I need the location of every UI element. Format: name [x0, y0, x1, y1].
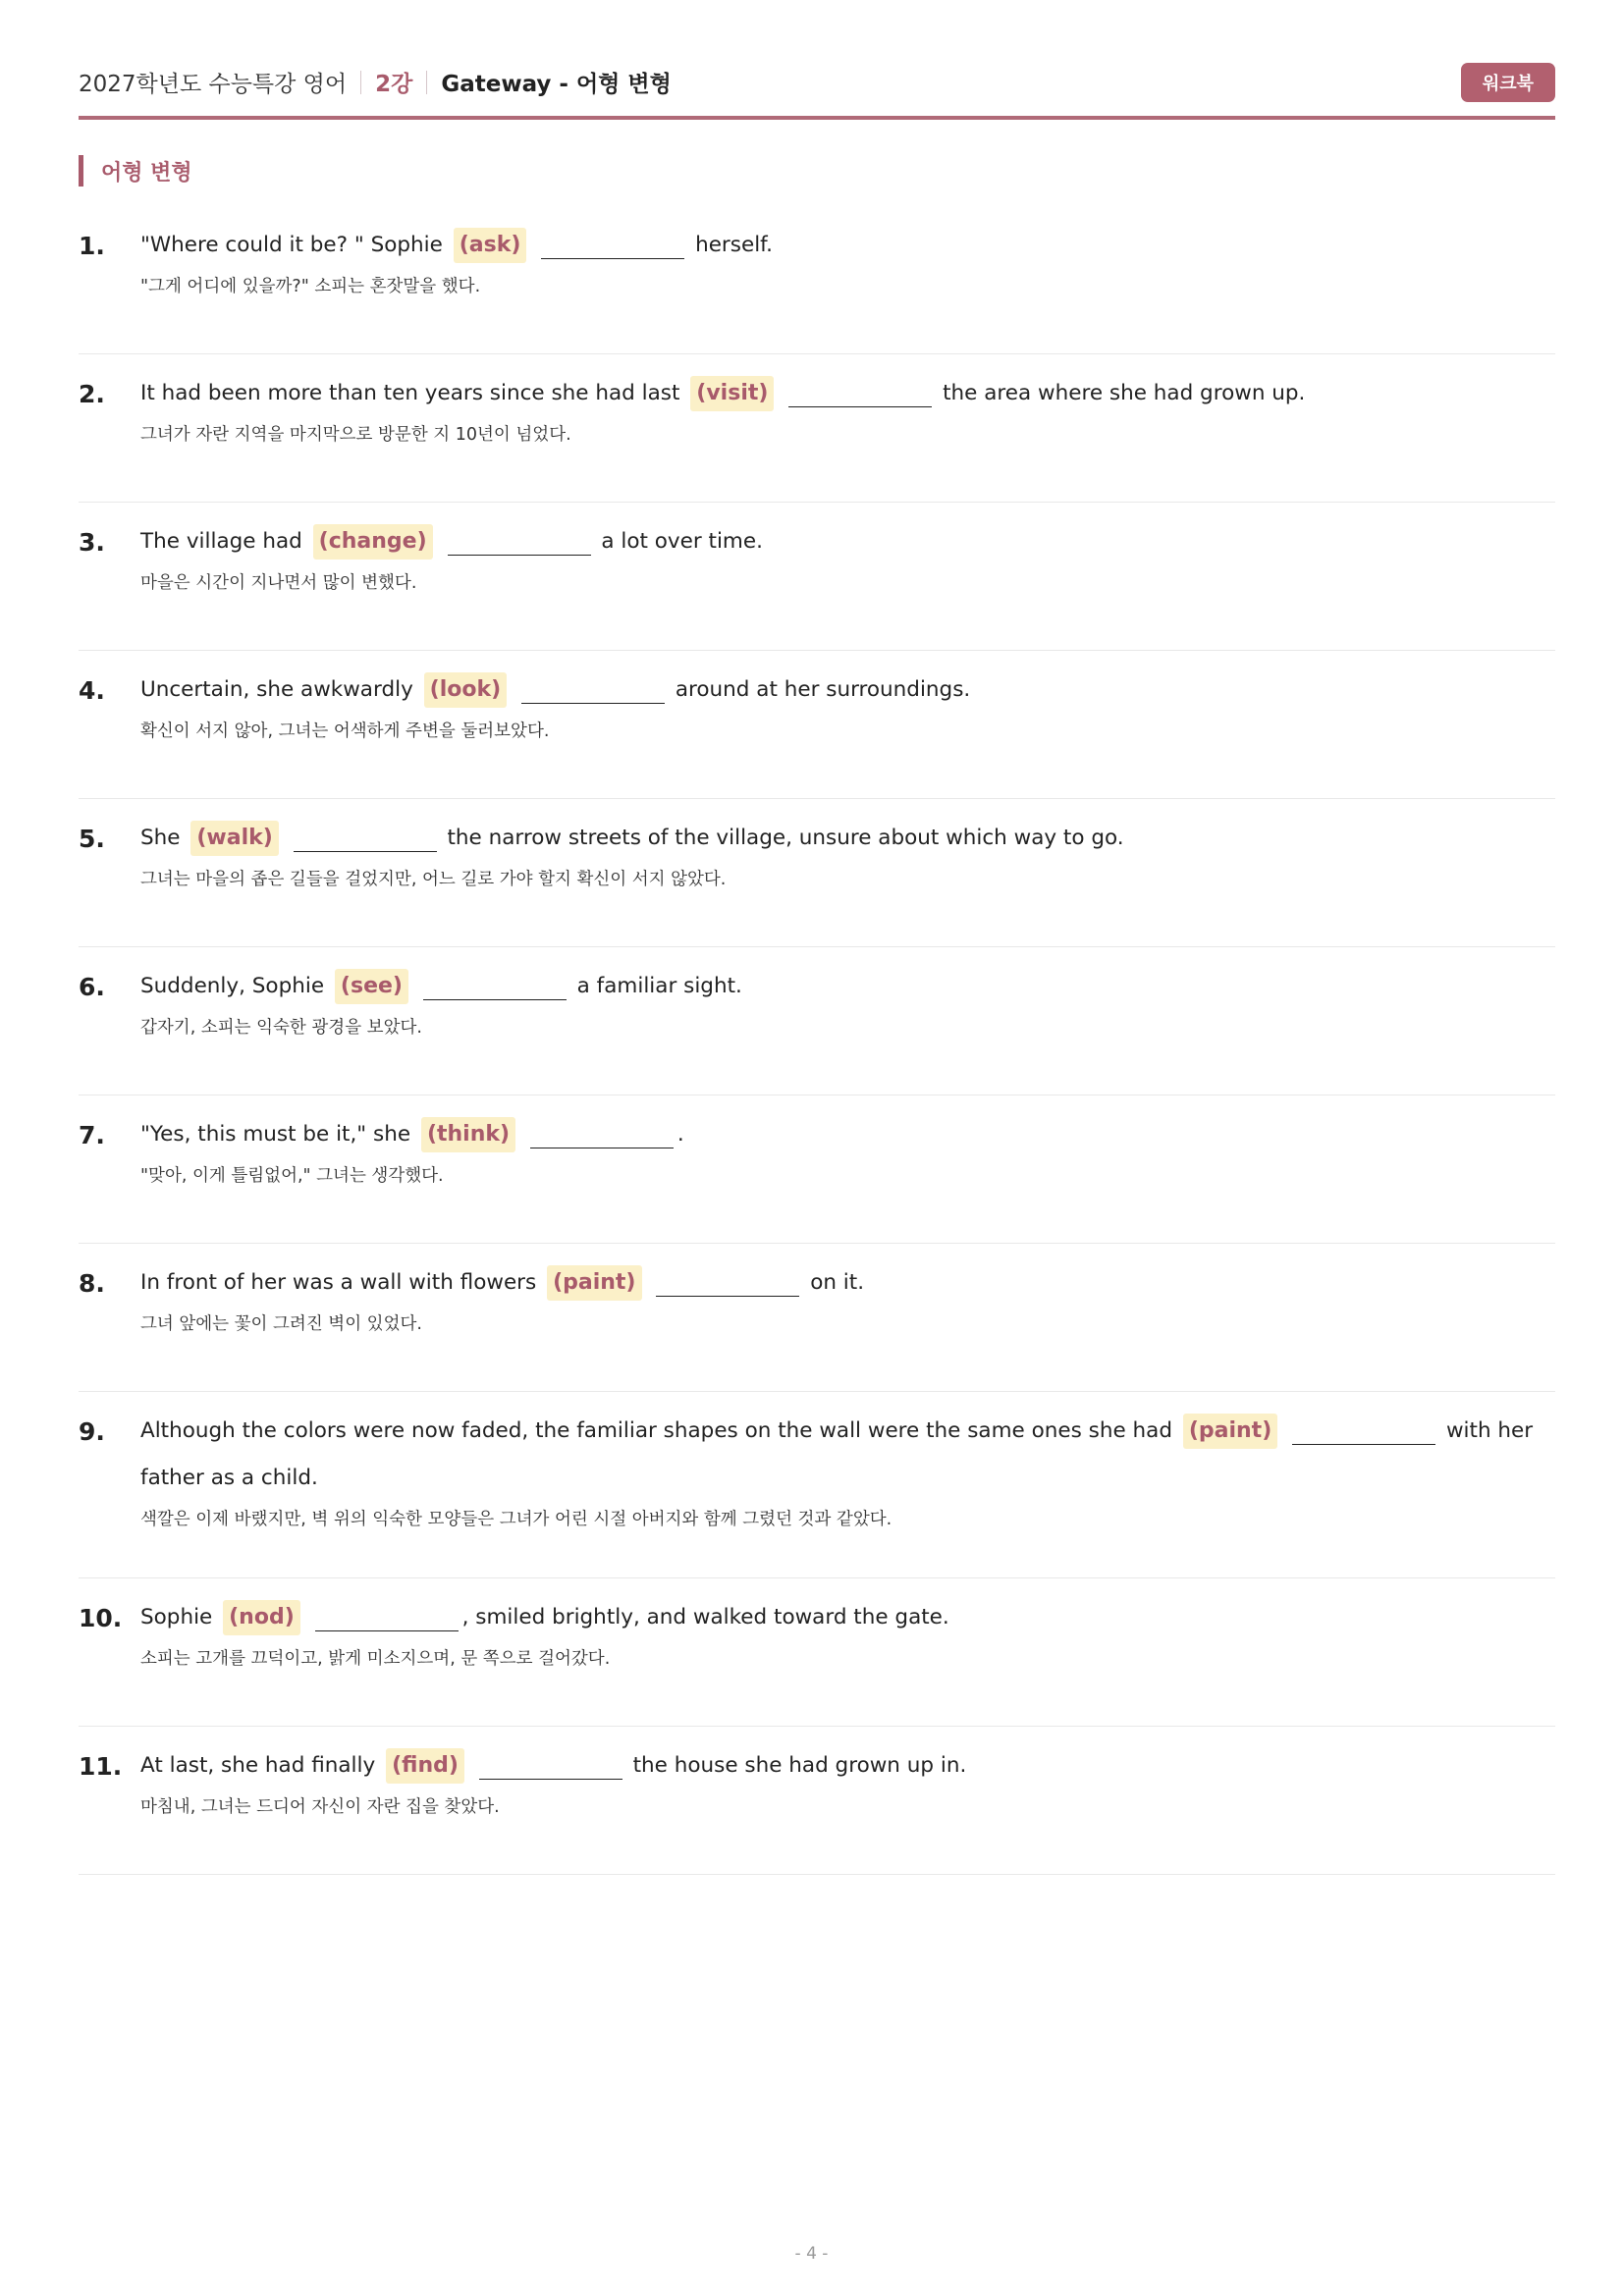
sentence-after: on it.: [810, 1270, 865, 1295]
answer-blank[interactable]: [1292, 1418, 1435, 1445]
sentence-before: Uncertain, she awkwardly: [140, 677, 413, 702]
item-number: 6.: [79, 973, 105, 1001]
word-hint: (visit): [690, 376, 774, 411]
korean-translation: 소피는 고개를 끄덕이고, 밝게 미소지으며, 문 쪽으로 걸어갔다.: [140, 1649, 611, 1669]
sentence: [140, 667, 1555, 714]
item-body: [140, 370, 1555, 502]
word-hint: (think): [421, 1117, 515, 1152]
exercise-item: [79, 503, 1555, 651]
item-body: [140, 1742, 1555, 1874]
page-number: - 4 -: [794, 2244, 829, 2264]
exercise-item: [79, 1578, 1555, 1727]
sentence-before: She: [140, 826, 181, 850]
item-body: [140, 518, 1555, 650]
header-info: [79, 59, 672, 98]
answer-blank[interactable]: [788, 381, 932, 407]
sentence-after: a lot over time.: [601, 529, 763, 554]
book-title: 2027학년도 수능특강 영어: [79, 72, 348, 97]
workbook-badge: 워크북: [1461, 63, 1555, 102]
item-body: [140, 667, 1555, 798]
answer-blank[interactable]: [530, 1122, 674, 1148]
exercise-item: [79, 1727, 1555, 1875]
sentence-before: "Yes, this must be it," she: [140, 1122, 411, 1147]
answer-blank[interactable]: [448, 529, 591, 556]
sentence-before: "Where could it be? " Sophie: [140, 233, 443, 257]
sentence: [140, 1111, 1555, 1158]
exercise-item: [79, 799, 1555, 947]
answer-blank[interactable]: [423, 974, 567, 1000]
item-body: [140, 1259, 1555, 1391]
word-hint: (nod): [223, 1600, 300, 1635]
header-divider: [360, 71, 361, 94]
sentence-after: , smiled brightly, and walked toward the gate.: [461, 1605, 949, 1629]
item-number: 2.: [79, 380, 105, 408]
sentence-before: At last, she had finally: [140, 1753, 376, 1778]
item-number: 10.: [79, 1604, 123, 1632]
word-hint: (change): [313, 524, 433, 560]
word-hint: (see): [335, 969, 408, 1004]
sentence: [140, 370, 1555, 417]
sentence-after: with her father as a child.: [140, 1418, 1534, 1490]
korean-translation: "맞아, 이게 틀림없어," 그녀는 생각했다.: [140, 1166, 444, 1186]
answer-blank[interactable]: [656, 1270, 799, 1297]
sentence-after: a familiar sight.: [576, 974, 742, 998]
sentence-after: herself.: [695, 233, 774, 257]
lesson-number: 2강: [375, 72, 413, 97]
word-hint: (look): [424, 672, 508, 708]
word-hint: (walk): [190, 821, 278, 856]
sentence: [140, 815, 1555, 862]
item-body: [140, 1111, 1555, 1243]
sentence-before: The village had: [140, 529, 302, 554]
korean-translation: 색깔은 이제 바랬지만, 벽 위의 익숙한 모양들은 그녀가 어린 시절 아버지와 함께 그렸던 것과 같았다.: [140, 1510, 893, 1529]
korean-translation: 마을은 시간이 지나면서 많이 변했다.: [140, 573, 417, 593]
exercise-list: [79, 206, 1555, 1875]
item-body: [140, 815, 1555, 946]
korean-translation: 그녀는 마을의 좁은 길들을 걸었지만, 어느 길로 가야 할지 확신이 서지 않았다.: [140, 870, 727, 889]
sentence-after: .: [676, 1122, 684, 1147]
korean-translation: 그녀가 자란 지역을 마지막으로 방문한 지 10년이 넘었다.: [140, 425, 571, 445]
korean-translation: 마침내, 그녀는 드디어 자신이 자란 집을 찾았다.: [140, 1797, 500, 1817]
section-accent-bar: [79, 155, 83, 187]
item-number: 1.: [79, 232, 105, 260]
exercise-item: [79, 354, 1555, 503]
item-body: [140, 963, 1555, 1095]
sentence-after: the house she had grown up in.: [632, 1753, 967, 1778]
answer-blank[interactable]: [521, 677, 665, 704]
word-hint: (ask): [454, 228, 527, 263]
word-hint: (paint): [1183, 1414, 1277, 1449]
section-title: 어형 변형: [101, 160, 192, 186]
korean-translation: 갑자기, 소피는 익숙한 광경을 보았다.: [140, 1018, 422, 1038]
item-number: 4.: [79, 676, 105, 705]
sentence: [140, 222, 1555, 269]
word-hint: (find): [386, 1748, 464, 1784]
item-number: 5.: [79, 825, 105, 853]
item-number: 8.: [79, 1269, 105, 1298]
sentence: [140, 1408, 1555, 1502]
item-number: 9.: [79, 1417, 105, 1446]
exercise-item: [79, 947, 1555, 1095]
item-number: 3.: [79, 528, 105, 557]
exercise-item: [79, 651, 1555, 799]
item-body: [140, 1594, 1555, 1726]
item-number: 7.: [79, 1121, 105, 1149]
exercise-item: [79, 206, 1555, 354]
exercise-item: [79, 1095, 1555, 1244]
sentence: [140, 1742, 1555, 1789]
item-body: [140, 222, 1555, 353]
sentence: [140, 518, 1555, 565]
sentence-after: the narrow streets of the village, unsure about which way to go.: [447, 826, 1124, 850]
exercise-item: [79, 1392, 1555, 1578]
worksheet-page: [79, 59, 1555, 1875]
section-heading: [79, 155, 1555, 187]
page-title: Gateway - 어형 변형: [441, 72, 672, 97]
answer-blank[interactable]: [294, 826, 437, 852]
sentence-before: Suddenly, Sophie: [140, 974, 325, 998]
korean-translation: 확신이 서지 않아, 그녀는 어색하게 주변을 둘러보았다.: [140, 721, 550, 741]
header-divider: [426, 71, 427, 94]
korean-translation: 그녀 앞에는 꽃이 그려진 벽이 있었다.: [140, 1314, 422, 1334]
sentence: [140, 1594, 1555, 1641]
sentence: [140, 963, 1555, 1010]
sentence-before: Although the colors were now faded, the familiar shapes on the wall were the same ones she had: [140, 1418, 1172, 1443]
page-header: [79, 59, 1555, 120]
answer-blank[interactable]: [541, 233, 684, 259]
korean-translation: "그게 어디에 있을까?" 소피는 혼잣말을 했다.: [140, 277, 481, 296]
sentence: [140, 1259, 1555, 1307]
word-hint: (paint): [547, 1265, 641, 1301]
sentence-before: Sophie: [140, 1605, 213, 1629]
item-body: [140, 1408, 1555, 1577]
sentence-before: It had been more than ten years since she had last: [140, 381, 680, 405]
answer-blank[interactable]: [315, 1605, 459, 1631]
answer-blank[interactable]: [479, 1753, 622, 1780]
sentence-after: the area where she had grown up.: [943, 381, 1306, 405]
exercise-item: [79, 1244, 1555, 1392]
sentence-before: In front of her was a wall with flowers: [140, 1270, 537, 1295]
item-number: 11.: [79, 1752, 123, 1781]
sentence-after: around at her surroundings.: [675, 677, 971, 702]
